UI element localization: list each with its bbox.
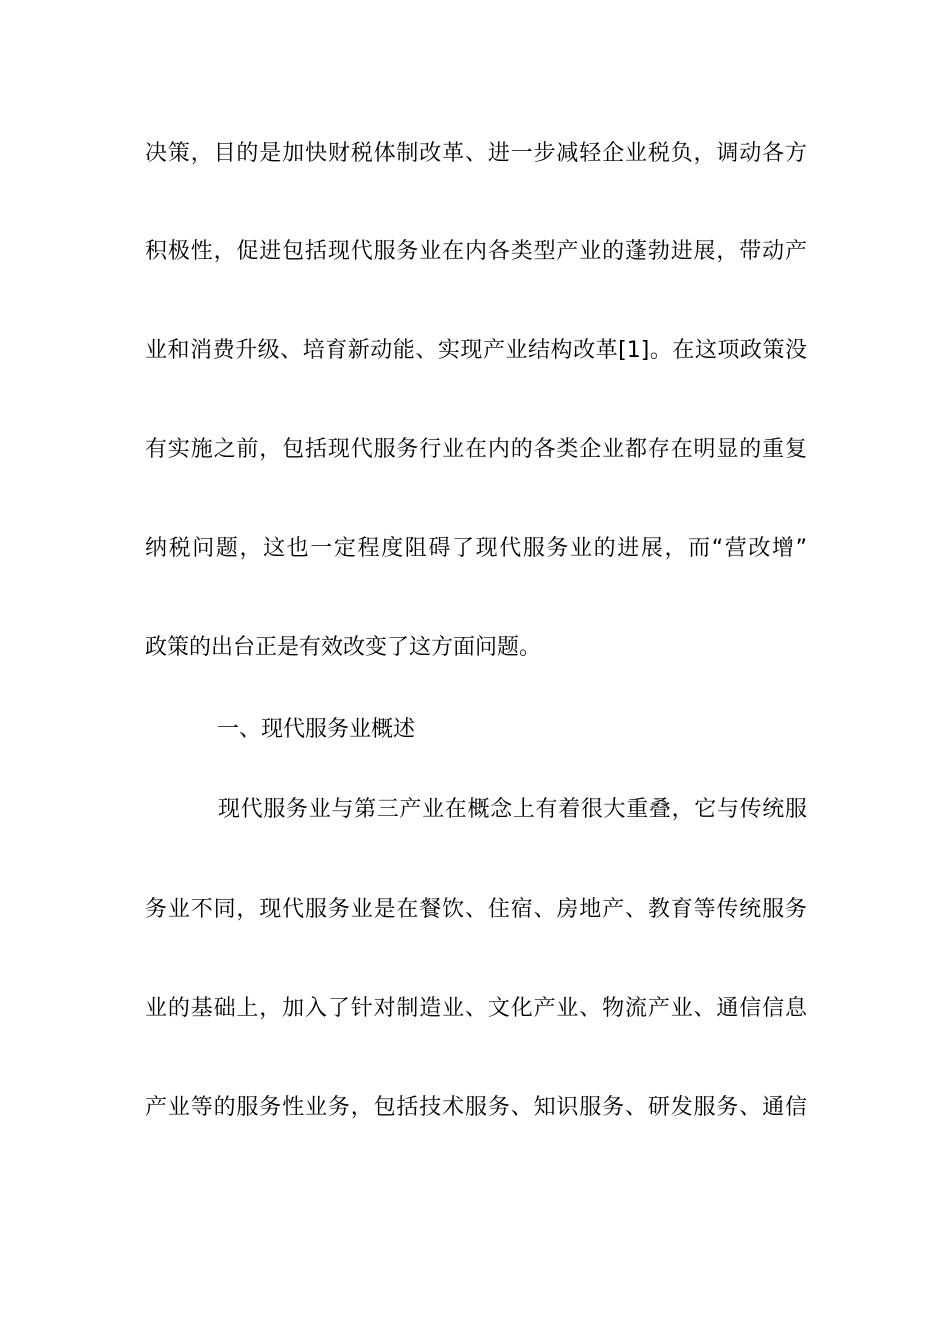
paragraph-2-line-4: 产业等的服务性业务，包括技术服务、知识服务、研发服务、通信 (145, 1095, 807, 1120)
paragraph-1-line-2: 积极性，促进包括现代服务业在内各类型产业的蓬勃进展，带动产 (145, 239, 807, 264)
section-heading: 一、现代服务业概述 (217, 717, 416, 742)
paragraph-1-line-4: 有实施之前，包括现代服务行业在内的各类企业都存在明显的重复 (145, 437, 807, 462)
paragraph-2-line-1: 现代服务业与第三产业在概念上有着很大重叠，它与传统服 (218, 797, 807, 822)
paragraph-2-line-2: 务业不同，现代服务业是在餐饮、住宿、房地产、教育等传统服务 (145, 897, 807, 922)
paragraph-1-line-6: 政策的出台正是有效改变了这方面问题。 (145, 635, 542, 660)
paragraph-1-line-1: 决策，目的是加快财税体制改革、进一步减轻企业税负，调动各方 (145, 141, 807, 166)
paragraph-1-line-3: 业和消费升级、培育新动能、实现产业结构改革[1]。在这项政策没 (145, 338, 807, 363)
paragraph-1-line-5: 纳税问题，这也一定程度阻碍了现代服务业的进展，而“营改增” (145, 536, 807, 561)
paragraph-2-line-3: 业的基础上，加入了针对制造业、文化产业、物流产业、通信信息 (145, 996, 807, 1021)
